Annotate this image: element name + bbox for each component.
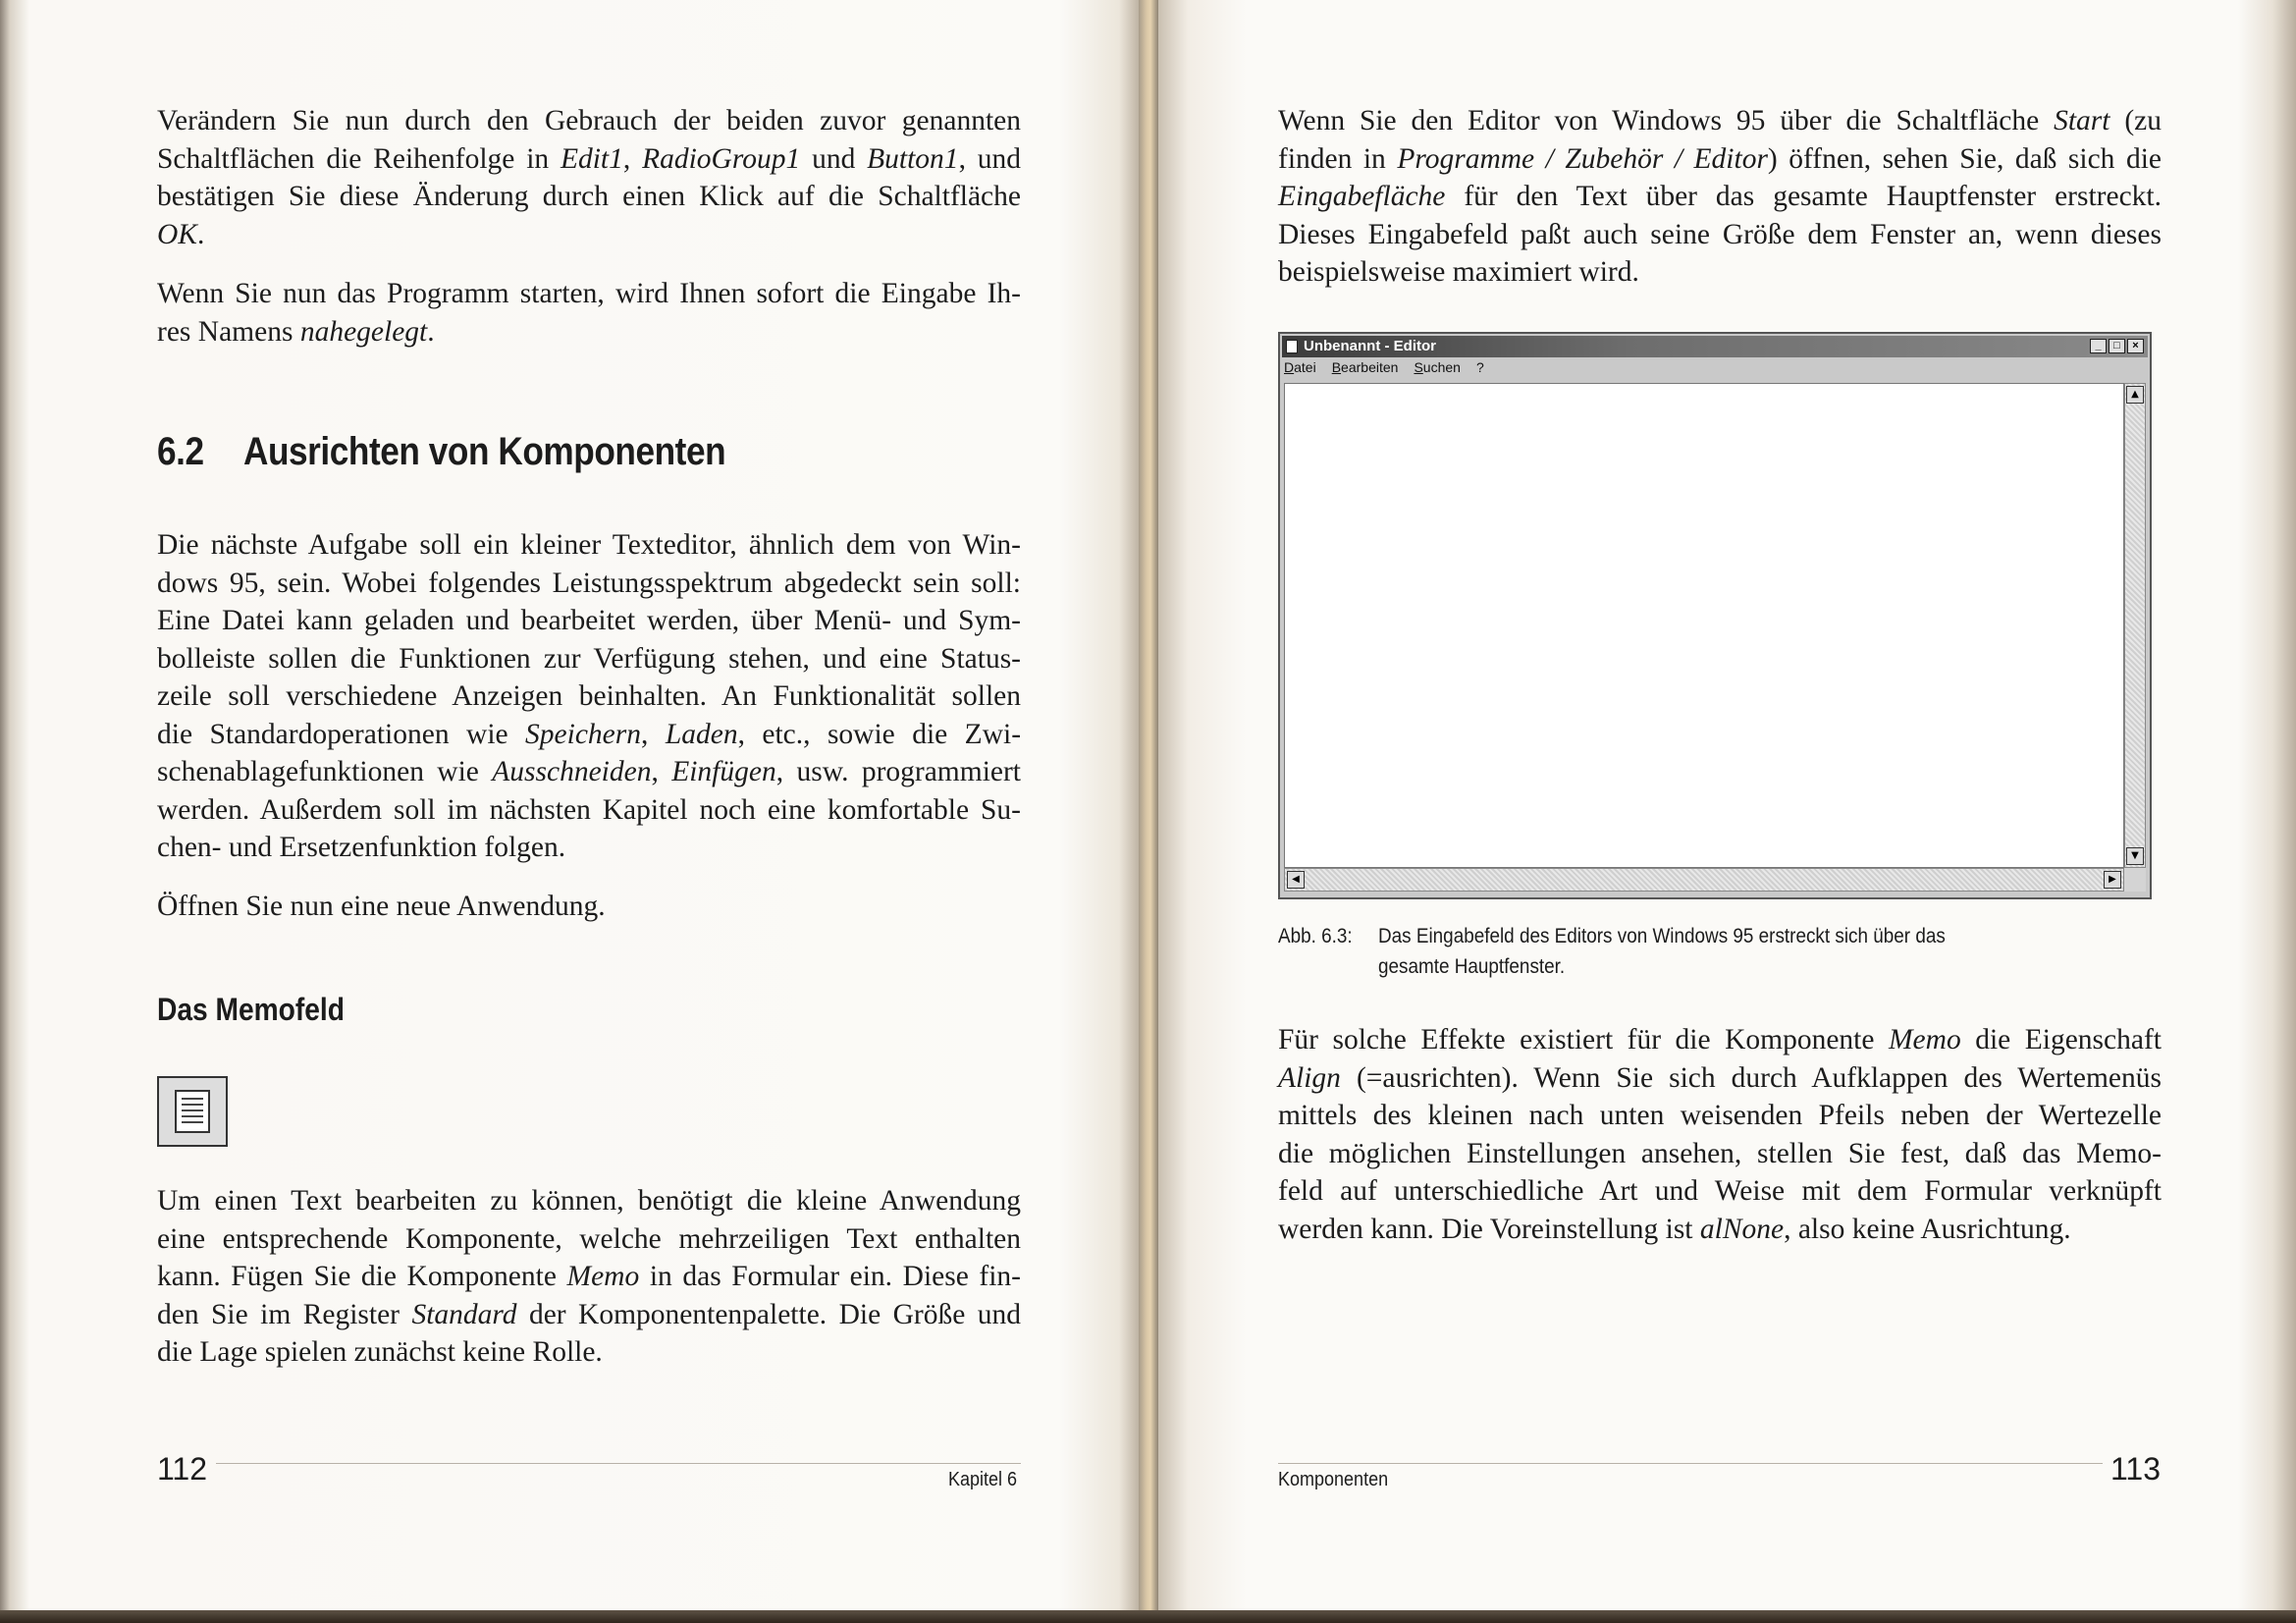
text-line: dows 95, sein. Wobei folgendes Leistungsspektrum abgedeckt sein soll: (157, 567, 1021, 599)
menu-suchen: Suchen (1414, 359, 1461, 375)
text-line: Wenn Sie den Editor von Windows 95 über die Schaltfläche Start (zu (1278, 105, 2162, 136)
footer-rule (1278, 1463, 2103, 1464)
maximize-icon: □ (2109, 339, 2125, 353)
scroll-down-icon: ▼ (2126, 847, 2144, 865)
menu-bearbeiten: Bearbeiten (1331, 359, 1399, 375)
paragraph (157, 888, 1021, 926)
minimize-icon: _ (2090, 339, 2107, 353)
menu-bar (1284, 359, 1484, 379)
text-line: werden kann. Die Voreinstellung ist alNone, also keine Ausrichtung. (1278, 1213, 2071, 1245)
text-line: die Lage spielen zunächst keine Rolle. (157, 1336, 603, 1368)
editor-screenshot (1278, 332, 2152, 899)
text-line: werden. Außerdem soll im nächsten Kapitel noch eine komfortable Su- (157, 793, 1021, 826)
text-line: Um einen Text bearbeiten zu können, benötigt die kleine Anwendung (157, 1185, 1021, 1217)
text-line: Öffnen Sie nun eine neue Anwendung. (157, 891, 606, 922)
notepad-icon (1286, 340, 1298, 353)
paragraph (157, 1182, 1021, 1372)
text-line: kann. Fügen Sie die Komponente Memo in das Formular ein. Diese fin- (157, 1261, 1021, 1292)
paragraph (157, 102, 1021, 253)
paragraph (157, 275, 1021, 351)
text-line: die Standardoperationen wie Speichern, Laden, etc., sowie die Zwi- (157, 718, 1022, 750)
subheading: Das Memofeld (157, 992, 345, 1027)
left-page (0, 0, 1139, 1610)
text-line: mittels des kleinen nach unten weisenden Pfeils neben der Wertezelle (1278, 1100, 2162, 1131)
vertical-scrollbar (2124, 383, 2146, 868)
page-number: 113 (2110, 1451, 2162, 1487)
paragraph (1278, 102, 2162, 292)
window-controls (2090, 339, 2144, 353)
text-line: res Namens nahegelegt. (157, 315, 435, 348)
running-head: Komponenten (1278, 1469, 1389, 1490)
menu-help: ? (1475, 359, 1484, 375)
text-line: Schaltflächen die Reihenfolge in Edit1, RadioGroup1 und Button1, und (157, 142, 1022, 175)
running-head: Kapitel 6 (948, 1469, 1018, 1490)
window-title: Unbenannt - Editor (1304, 338, 1436, 354)
page-edge (0, 1610, 2296, 1623)
text-line: den Sie im Register Standard der Komponentenpalette. Die Größe und (157, 1298, 1021, 1330)
text-line: beispielsweise maximiert wird. (1278, 256, 1639, 288)
section-heading (157, 430, 725, 474)
resize-grip-icon (2124, 868, 2146, 892)
text-line: Für solche Effekte existiert für die Komponente Memo die Eigenschaft (1278, 1024, 2162, 1055)
text-line: feld auf unterschiedliche Art und Weise mit dem Formular verknüpft (1278, 1175, 2162, 1207)
book-gutter (1139, 0, 1158, 1623)
scroll-left-icon: ◀ (1287, 871, 1305, 889)
paragraph (1278, 1021, 2162, 1248)
right-page (1158, 0, 2296, 1610)
page-number: 112 (157, 1451, 208, 1487)
text-line: die möglichen Einstellungen ansehen, stellen Sie fest, daß das Memo- (1278, 1137, 2162, 1169)
title-bar (1282, 336, 2148, 357)
text-line: Align (=ausrichten). Wenn Sie sich durch Aufklappen des Wertemenüs (1278, 1061, 2162, 1094)
memo-component-icon (157, 1076, 228, 1147)
text-area (1284, 383, 2124, 868)
text-line: schenablagefunktionen wie Ausschneiden, Einfügen, usw. programmiert (157, 756, 1022, 787)
caption-text: Das Eingabefeld des Editors von Windows 95 erstreckt sich über das gesamte Hauptfenster. (1378, 925, 1946, 978)
close-icon: × (2127, 339, 2144, 353)
text-line: Verändern Sie nun durch den Gebrauch der beiden zuvor genannten (157, 105, 1021, 136)
paragraph (157, 526, 1021, 867)
text-line: zeile soll verschiedene Anzeigen beinhalten. An Funktionalität sollen (157, 680, 1021, 712)
text-line: Eine Datei kann geladen und bearbeitet werden, über Menü- und Sym- (157, 605, 1021, 636)
caption-label: Abb. 6.3: (1278, 925, 1353, 947)
section-number: 6.2 (157, 430, 204, 473)
text-line: Die nächste Aufgabe soll ein kleiner Texteditor, ähnlich dem von Win- (157, 529, 1021, 561)
text-line: finden in Programme / Zubehör / Editor) öffnen, sehen Sie, daß sich die (1278, 142, 2162, 175)
text-line: Wenn Sie nun das Programm starten, wird Ihnen sofort die Eingabe Ih- (157, 278, 1021, 309)
scroll-up-icon: ▲ (2126, 386, 2144, 404)
text-line: Eingabefläche für den Text über das gesamte Hauptfenster erstreckt. (1278, 181, 2162, 212)
text-line: OK. (157, 218, 205, 250)
footer-rule (216, 1463, 1021, 1464)
menu-datei: Datei (1284, 359, 1316, 375)
text-line: eine entsprechende Komponente, welche mehrzeiligen Text enthalten (157, 1222, 1021, 1255)
section-title: Ausrichten von Komponenten (243, 430, 726, 473)
text-line: bolleiste sollen die Funktionen zur Verfügung stehen, und eine Status- (157, 642, 1021, 675)
text-line: bestätigen Sie diese Änderung durch einen Klick auf die Schaltfläche (157, 181, 1021, 212)
text-line: Dieses Eingabefeld paßt auch seine Größe dem Fenster an, wenn dieses (1278, 218, 2162, 250)
horizontal-scrollbar (1284, 868, 2124, 892)
text-line: chen- und Ersetzenfunktion folgen. (157, 832, 566, 863)
scroll-right-icon: ▶ (2104, 871, 2121, 889)
